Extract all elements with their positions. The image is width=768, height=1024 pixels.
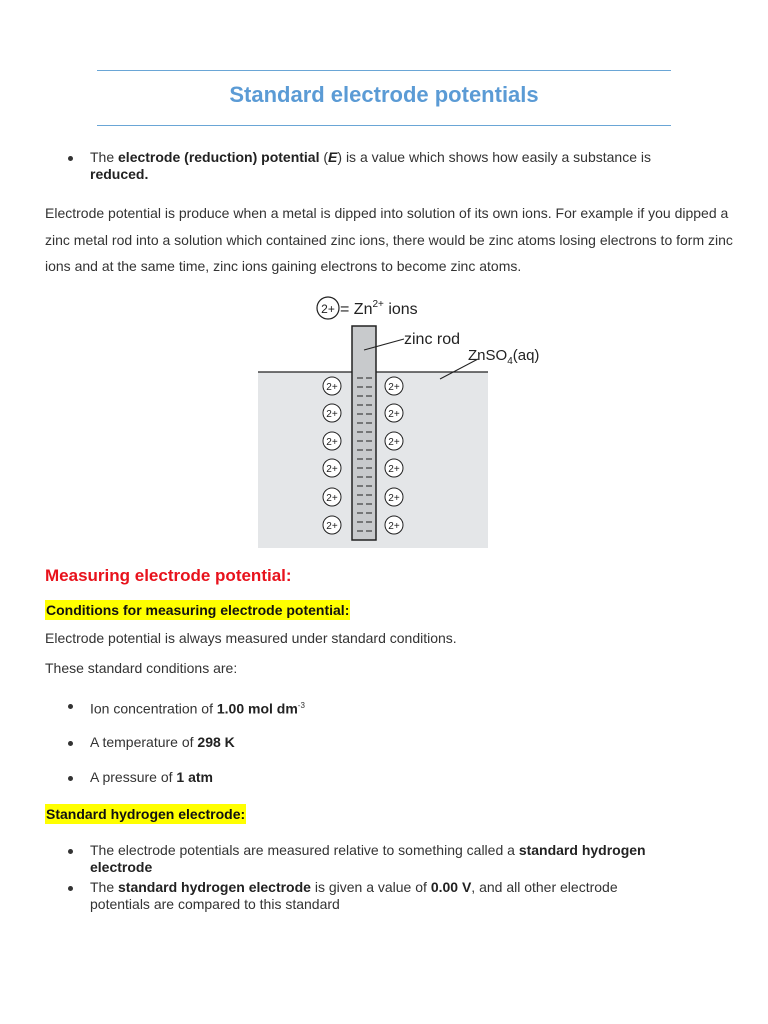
svg-text:2+: 2+ (326, 464, 338, 475)
svg-text:2+: 2+ (388, 409, 400, 420)
list-item: The electrode (reduction) potential (E) is a value which shows how easily a substance is reduced. (90, 149, 690, 183)
rod-label: zinc rod (404, 331, 461, 348)
zinc-ion (385, 488, 403, 506)
section-heading-measuring: Measuring electrode potential: (45, 566, 292, 585)
svg-text:2+: 2+ (388, 521, 400, 532)
zinc-ion (385, 459, 403, 477)
svg-text:2+: 2+ (326, 493, 338, 504)
svg-text:2+: 2+ (388, 464, 400, 475)
subheading-conditions: Conditions for measuring electrode potential: (46, 602, 350, 618)
title-rule-bottom (97, 125, 671, 126)
zinc-ion (323, 459, 341, 477)
svg-text:2+: 2+ (326, 437, 338, 448)
svg-text:2+: 2+ (326, 382, 338, 393)
list-item: The standard hydrogen electrode is given a value of 0.00 V, and all other electrode potentials are compared to this standard (90, 879, 680, 913)
standard-intro: These standard conditions are: (45, 660, 238, 676)
svg-text:2+: 2+ (326, 521, 338, 532)
svg-text:2+: 2+ (388, 382, 400, 393)
zinc-ion (323, 404, 341, 422)
zinc-ion (385, 377, 403, 395)
zinc-ion (323, 377, 341, 395)
zinc-rod (352, 326, 376, 540)
page-title: Standard electrode potentials (229, 82, 539, 107)
zinc-ion (385, 404, 403, 422)
subheading-she: Standard hydrogen electrode: (46, 806, 246, 822)
svg-text:2+: 2+ (388, 437, 400, 448)
solution-label: ZnSO$_4$(aq) (468, 347, 540, 367)
intro-paragraph: Electrode potential is produce when a metal is dipped into solution of its own ions. For example if you dipped a zinc metal rod into a solution which contained zinc ions, there would be zinc atoms losing electrons to form zinc ions and at the same time, zinc ions gaining electrons to become zinc atoms. (45, 205, 733, 274)
zinc-ion (323, 516, 341, 534)
svg-text:2+: 2+ (326, 409, 338, 420)
key-ion-symbol: 2+ (321, 302, 335, 316)
list-item: Ion concentration of 1.00 mol $dm^{-3}$ (90, 697, 305, 718)
zinc-electrode-diagram (258, 286, 540, 548)
zinc-ion (385, 516, 403, 534)
svg-text:2+: 2+ (388, 493, 400, 504)
zinc-ion (323, 432, 341, 450)
list-item: The electrode potentials are measured relative to something called a standard hydrogen electrode (90, 842, 700, 876)
zinc-ion (385, 432, 403, 450)
zinc-ion (323, 488, 341, 506)
title-rule-top (97, 70, 671, 71)
list-item: A pressure of 1 atm (90, 769, 213, 785)
key-label: = $Zn^{2+}$ ions (340, 299, 418, 318)
conditions-text: Electrode potential is always measured under standard conditions. (45, 630, 457, 646)
list-item: A temperature of 298 K (90, 734, 235, 750)
